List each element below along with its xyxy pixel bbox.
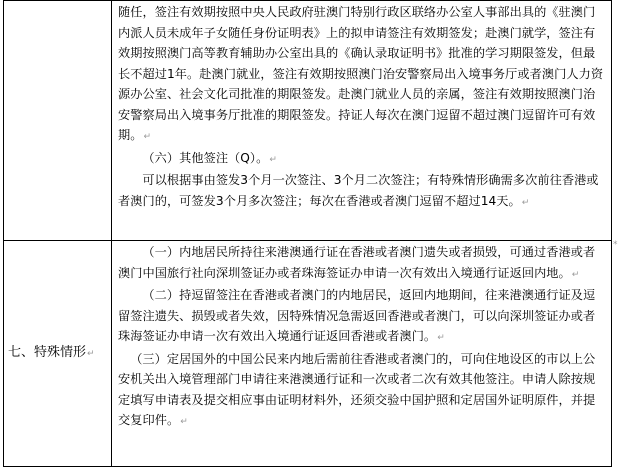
paragraph-mark-icon: ↵ (571, 269, 580, 280)
paragraph-special-case-3: （三）定居国外的中国公民来内地后需前往香港或者澳门的，可向住地设区的市以上公安机关出入境管理部门申请往来港澳通行证和一次或者二次有效其他签注。申请人除按规定填写申请表及提交相应事由证明材料外，还须交验中国护照和定居国外证明原件，并提交复印件。↵ (118, 351, 596, 427)
paragraph-mark-icon: ↵ (180, 417, 188, 427)
paragraph-mark-icon: ↵ (269, 154, 277, 165)
paragraph-special-case-1: （一）内地居民所持往来港澳通行证在香港或者澳门遗失或者损毁，可通过香港或者澳门中国旅行社向深圳签证办或者珠海签证办申请一次有效出入境通行证返回内地。↵ (118, 245, 596, 280)
table-row-special-cases (4, 241, 612, 467)
paragraph-mark-icon: ↵ (143, 132, 152, 142)
paragraph-special-case-2: （二）持逗留签注在香港或者澳门的内地居民，返回内地期间，往来港澳通行证及逗留签注遗失、损毁或者失效，因特殊情况急需返回香港或者澳门，可以向深圳签证办或者珠海签证办申请一次有效出入境通行证返回香港或者澳门。↵ (118, 288, 596, 343)
paragraph-mark-icon: ↵ (87, 349, 95, 359)
table-row-visa-continuation (4, 1, 612, 241)
paragraph-macau-validity: 随任，签注有效期按照中央人民政府驻澳门特别行政区联络办公室人事部出具的《驻澳门内派人员未成年子女随任身份证明表》上的拟申请签注有效期签发；赴澳门就学，签注有效期按照澳门高等教育辅助办公室出具的《确认录取证明书》批准的学习期限签发，但最长不超过1年。赴澳门就业，签注有效期按照澳门治安警察局出入境事务厅或者澳门人力资源办公室、社会文化司批准的期限签发。赴澳门就业人员的亲属，签注有效期按照澳门治安警察局出入境事务厅批准的期限签发。持证人每次在澳门逗留不超过澳门逗留许可有效期。↵ (118, 5, 604, 142)
paragraph-other-visa-heading: （六）其他签注（Q）。↵ (142, 150, 277, 165)
paragraph-mark-icon: ↵ (437, 333, 445, 343)
row-label-special-cases: 七、特殊情形↵ (4, 241, 112, 467)
margin-mark-icon: * (613, 240, 618, 250)
document-table (3, 0, 612, 467)
paragraph-mark-icon: ↵ (521, 197, 530, 208)
row-label-empty (4, 1, 112, 241)
row-content-special-cases (112, 241, 612, 467)
row-content-visa (112, 1, 612, 241)
paragraph-other-visa-rules: 可以根据事由签发3个月一次签注、3个月二次签注；有特殊情形确需多次前往香港或者澳门的，可签发3个月多次签注；每次在香港或者澳门逗留不超过14天。↵ (118, 173, 599, 208)
